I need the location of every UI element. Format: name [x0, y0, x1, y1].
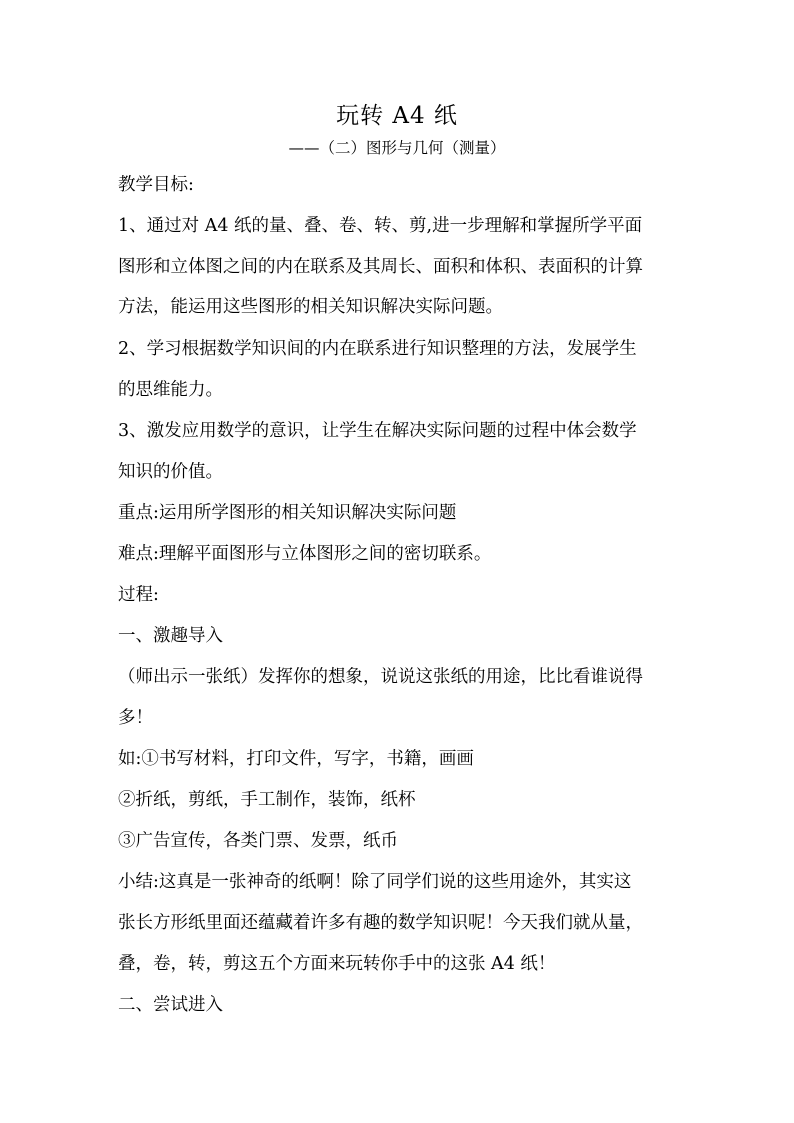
- text-line: ②折纸，剪纸，手工制作，装饰，纸杯: [118, 790, 416, 810]
- text-line: 难点:理解平面图形与立体图形之间的密切联系。: [118, 544, 492, 564]
- text-line: 3、激发应用数学的意识，让学生在解决实际问题的过程中体会数学: [118, 421, 637, 441]
- text-line: 多！: [118, 708, 153, 728]
- document-title: 玩转 A4 纸: [336, 103, 458, 129]
- text-line: 过程:: [118, 585, 159, 605]
- text-line: 如:①书写材料，打印文件，写字，书籍，画画: [118, 749, 474, 769]
- text-line: 知识的价值。: [118, 462, 223, 482]
- text-line: 1、通过对 A4 纸的量、叠、卷、转、剪,进一步理解和掌握所学平面: [118, 216, 643, 236]
- text-line: （师出示一张纸）发挥你的想象，说说这张纸的用途，比比看谁说得: [118, 667, 643, 687]
- text-line: 二、尝试进入: [118, 995, 223, 1015]
- text-line: 图形和立体图之间的内在联系及其周长、面积和体积、表面积的计算: [118, 257, 643, 277]
- text-line: 2、学习根据数学知识间的内在联系进行知识整理的方法，发展学生: [118, 339, 637, 359]
- text-line: 叠，卷，转，剪这五个方面来玩转你手中的这张 A4 纸！: [118, 954, 556, 974]
- document-subtitle: ——（二）图形与几何（测量）: [288, 139, 506, 157]
- text-line: 教学目标:: [118, 175, 194, 195]
- text-line: 一、激趣导入: [118, 626, 223, 646]
- text-line: 重点:运用所学图形的相关知识解决实际问题: [118, 503, 457, 523]
- text-line: 方法，能运用这些图形的相关知识解决实际问题。: [118, 297, 503, 317]
- text-line: 的思维能力。: [118, 380, 223, 400]
- text-line: 张长方形纸里面还蕴藏着许多有趣的数学知识呢！今天我们就从量，: [118, 913, 643, 933]
- text-line: ③广告宣传，各类门票、发票，纸币: [118, 831, 398, 851]
- text-line: 小结:这真是一张神奇的纸啊！除了同学们说的这些用途外，其实这: [118, 872, 632, 892]
